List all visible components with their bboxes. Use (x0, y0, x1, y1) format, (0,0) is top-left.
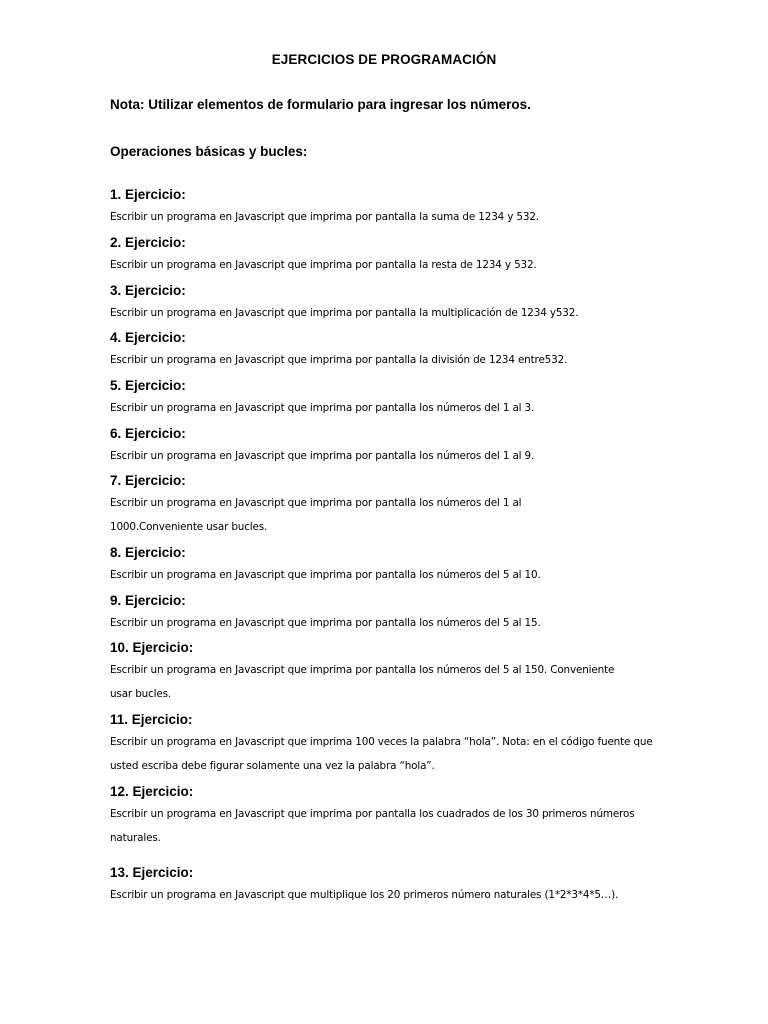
document-title: EJERCICIOS DE PROGRAMACIÓN (271, 52, 497, 67)
exercise-item (110, 592, 670, 634)
exercise-title: 12. Ejercicio: (110, 784, 194, 799)
exercise-item (110, 639, 670, 705)
exercise-title: 13. Ejercicio: (110, 865, 194, 880)
exercise-text: Escribir un programa en Javascript que imprima por pantalla la multiplicación de 1234 y532. (110, 307, 579, 319)
exercise-title: 9. Ejercicio: (110, 593, 186, 608)
exercise-title: 4. Ejercicio: (110, 330, 186, 345)
exercise-title: 3. Ejercicio: (110, 283, 186, 298)
section-heading: Operaciones básicas y bucles: (110, 144, 308, 159)
exercise-item (110, 329, 670, 371)
exercise-item (110, 544, 670, 586)
exercise-item (110, 472, 670, 538)
exercise-item (110, 234, 670, 276)
exercise-title: 11. Ejercicio: (110, 712, 193, 727)
exercise-text: Escribir un programa en Javascript que imprima por pantalla la división de 1234 entre532. (110, 354, 568, 366)
exercise-item (110, 864, 670, 906)
exercise-item (110, 377, 670, 419)
exercise-item (110, 186, 670, 228)
exercise-title: 7. Ejercicio: (110, 473, 186, 488)
exercise-title: 10. Ejercicio: (110, 640, 194, 655)
exercise-title: 8. Ejercicio: (110, 545, 186, 560)
note-text: Nota: Utilizar elementos de formulario para ingresar los números. (110, 97, 531, 112)
exercise-item (110, 282, 670, 324)
exercise-text: Escribir un programa en Javascript que imprima por pantalla la resta de 1234 y 532. (110, 259, 537, 271)
exercise-text: Escribir un programa en Javascript que imprima por pantalla los números del 1 al 1000.Conveniente usar bucles. (110, 497, 522, 533)
exercise-text: Escribir un programa en Javascript que multiplique los 20 primeros número naturales (1*2*3*4*5…). (110, 889, 619, 901)
exercise-text: Escribir un programa en Javascript que imprima por pantalla los números del 5 al 10. (110, 569, 541, 581)
exercise-title: 6. Ejercicio: (110, 426, 186, 441)
exercise-text: Escribir un programa en Javascript que imprima por pantalla los números del 5 al 15. (110, 617, 541, 629)
exercise-text: Escribir un programa en Javascript que imprima por pantalla la suma de 1234 y 532. (110, 211, 539, 223)
exercise-title: 2. Ejercicio: (110, 235, 186, 250)
exercise-title: 1. Ejercicio: (110, 187, 186, 202)
exercise-title: 5. Ejercicio: (110, 378, 186, 393)
exercise-item (110, 783, 670, 849)
exercise-text: Escribir un programa en Javascript que imprima por pantalla los números del 5 al 150. Conveniente usar bucles. (110, 664, 615, 700)
exercise-text: Escribir un programa en Javascript que imprima por pantalla los números del 1 al 9. (110, 450, 535, 462)
exercise-item (110, 425, 670, 467)
exercise-text: Escribir un programa en Javascript que imprima por pantalla los cuadrados de los 30 primeros números naturales. (110, 808, 635, 844)
exercise-text: Escribir un programa en Javascript que imprima 100 veces la palabra “hola”. Nota: en el código fuente que usted escriba debe figurar solamente una vez la palabra “hola”. (110, 736, 653, 772)
exercise-text: Escribir un programa en Javascript que imprima por pantalla los números del 1 al 3. (110, 402, 535, 414)
exercise-item (110, 711, 670, 777)
